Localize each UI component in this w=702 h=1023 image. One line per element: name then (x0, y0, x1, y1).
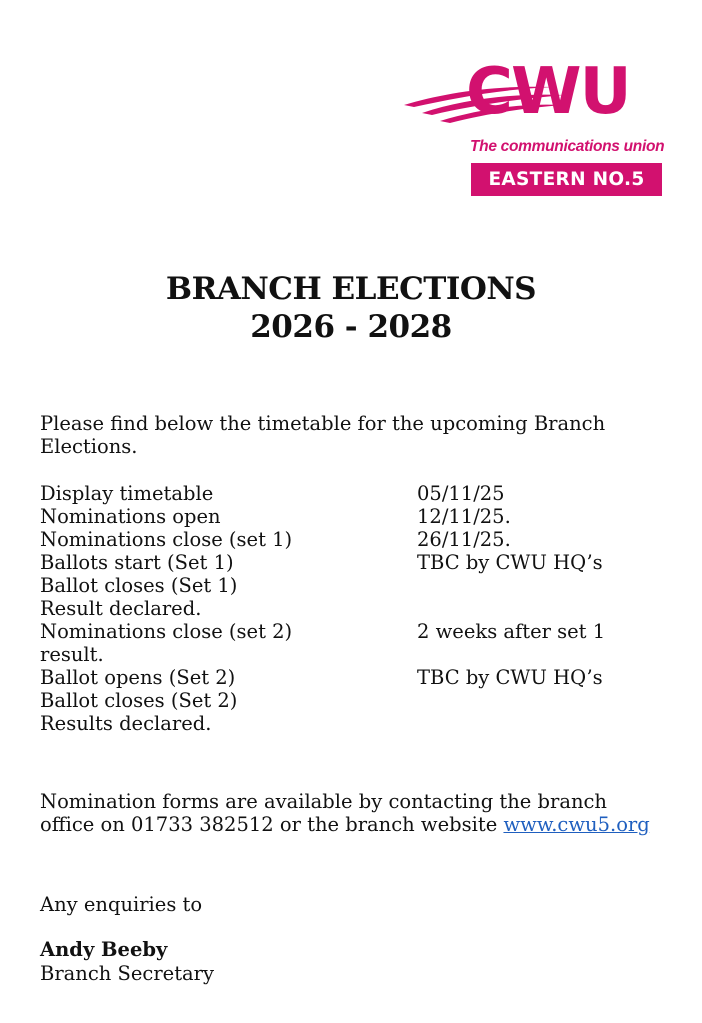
timetable-row (40, 689, 670, 712)
election-timetable (40, 482, 670, 735)
intro-line-1: Please find below the timetable for the upcoming Branch (40, 412, 606, 435)
logo-tagline: The communications union (470, 138, 665, 155)
intro-line-2: Elections. (40, 435, 138, 458)
timetable-row (40, 666, 670, 689)
timetable-label: Ballot opens (Set 2) (40, 666, 236, 689)
intro-paragraph (40, 412, 605, 458)
timetable-date: 26/11/25. (417, 528, 511, 551)
enquiries-text: Any enquiries to (40, 893, 203, 916)
signer-role: Branch Secretary (40, 962, 214, 985)
timetable-row (40, 712, 670, 735)
timetable-label: Ballot closes (Set 1) (40, 574, 238, 597)
page-title (0, 270, 702, 346)
timetable-label: Result declared. (40, 597, 202, 620)
timetable-row (40, 574, 670, 597)
branch-website-link[interactable]: www.cwu5.org (503, 813, 650, 836)
timetable-row (40, 597, 670, 620)
timetable-row (40, 620, 670, 643)
title-line-1: BRANCH ELECTIONS (165, 271, 537, 307)
timetable-label: Display timetable (40, 482, 214, 505)
nominations-paragraph (40, 790, 650, 836)
timetable-date: 05/11/25 (417, 482, 505, 505)
cwu-logo (404, 55, 666, 200)
timetable-label: Ballot closes (Set 2) (40, 689, 238, 712)
timetable-row (40, 505, 670, 528)
timetable-row (40, 482, 670, 505)
title-line-2: 2026 - 2028 (250, 309, 452, 345)
timetable-label: Ballots start (Set 1) (40, 551, 234, 574)
timetable-row (40, 643, 670, 666)
timetable-label: Nominations open (40, 505, 221, 528)
timetable-date: 2 weeks after set 1 (417, 620, 606, 643)
nominations-line-2-text: office on 01733 382512 or the branch website (40, 813, 504, 836)
timetable-label: Results declared. (40, 712, 212, 735)
timetable-label: Nominations close (set 2) (40, 620, 293, 643)
logo-wordmark: CWU (466, 55, 630, 129)
timetable-label: Nominations close (set 1) (40, 528, 293, 551)
timetable-row (40, 551, 670, 574)
branch-badge: EASTERN NO.5 (471, 163, 662, 196)
signer-name: Andy Beeby (40, 938, 168, 961)
timetable-date: 12/11/25. (417, 505, 511, 528)
nominations-line-2 (40, 813, 650, 836)
timetable-date: TBC by CWU HQ’s (417, 666, 603, 689)
nominations-line-1: Nomination forms are available by contacting the branch (40, 790, 607, 813)
timetable-label: result. (40, 643, 104, 666)
timetable-date: TBC by CWU HQ’s (417, 551, 603, 574)
timetable-row (40, 528, 670, 551)
